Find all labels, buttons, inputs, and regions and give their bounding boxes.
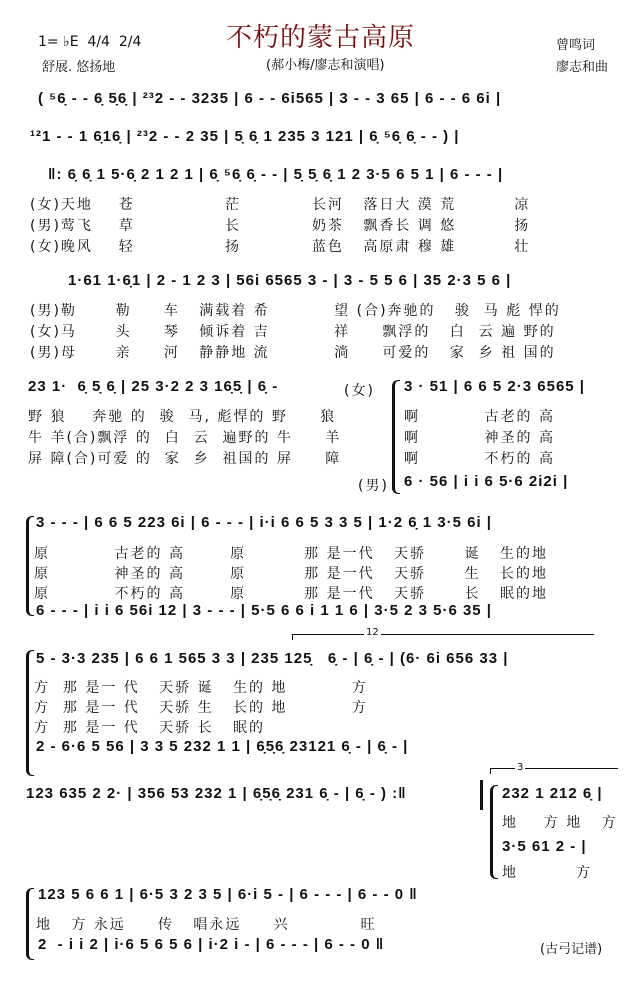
lyric-line: (男)勒 勒 车 满载着 希 望 (合)奔驰的 骏 马 彪 悍的 [30,303,561,319]
score-row-duet-female-1: 3 · 51 | 6 6 5 2·3 6565 | [404,378,585,395]
lyric-line: 牛 羊(合)飘浮 的 白 云 遍野的 牛 羊 [28,430,342,446]
duet-brace [26,516,34,616]
score-row-duet-female-3: 5 - 3·3 235 | 6 6 1 565 3 3 | 235 125̣ 6̣ - | 6̣ - | (6· 6i 656 33 | [36,650,509,667]
transcriber-note: (古弓记谱) [540,942,603,957]
lyric-line: 原 神圣的 高 原 那 是一代 天骄 生 长的地 [34,566,549,582]
lyric-line: 屏 障(合)可爱 的 家 乡 祖国的 屏 障 [28,451,342,467]
score-row-verse-2: 1·61 1·6̣1 | 2 - 1 2 3 | 56i 6565 3 - | 3 - 5 5 6 | 35 2·3 5 6 | [68,272,512,289]
lyric-line: (女)马 头 琴 倾诉着 吉 祥 飘浮的 白 云 遍 野的 [30,324,556,340]
lyric-line: (男)母 亲 河 静静地 流 淌 可爱的 家 乡 祖 国的 [30,345,556,361]
lyric-line: 啊 古老的 高 [404,409,555,425]
volta-tick [292,634,293,640]
lyricist-credit: 曾鸣词 [556,38,596,53]
volta-bracket [490,768,618,769]
score-row-ending-male: 3·5 61 2 - | [502,838,587,855]
lyric-line: 方 那 是一 代 天骄 长 眠的 [34,720,265,736]
lyric-line: 啊 不朽的 高 [404,451,555,467]
lyric-line: 方 那 是一 代 天骄 诞 生的 地 方 [34,680,368,696]
voice-label-male: (男) [358,478,389,494]
key-signature: 1= ♭E 4/4 2/4 [38,34,142,50]
score-row-intro-1: ( ⁵6̣ - - 6̣ 5̣6̣ | ²³2 - - 3235 | 6 - - 6i565 | 3 - - 3 65 | 6 - - 6 6i | [38,90,502,107]
duet-brace [392,380,400,494]
score-row-intro-2: ¹²1 - - 1 6̣16̣ | ²³2 - - 2 35 | 5̣ 6̣ 1 235 3 121 | 6̣ ⁵6̣ 6̣ - - ) | [30,128,460,145]
volta-tick [490,768,491,774]
lyric-line: (男)莺飞 草 长 奶茶 飘香长 调 悠 扬 [30,218,531,234]
lyric-line: 地 方 永远 传 唱永远 兴 旺 [36,917,377,933]
song-title: 不朽的蒙古高原 [226,23,416,53]
volta-bracket [292,634,594,635]
lyric-line: (女)天地 苍 茫 长河 落日大 漠 荒 凉 [30,197,531,213]
score-row-verse-3: 23 1· 6̣ 5̣ 6̣ | 25 3·2 2 3 16̣5̣ | 6̣ - [28,378,279,395]
score-row-duet-male-3: 2 - 6·6 5 56 | 3 3 5 232 1 1 | 6̣5̣6̣ 23121 6̣ - | 6̣ - | [36,738,409,755]
score-row-duet-male-2: 6 - - - | i i 6 56i 12 | 3 - - - | 5·5 6 6 i 1 1 6 | 3·5 2 3 5·6 35 | [36,602,492,619]
composer-credit: 廖志和曲 [556,60,609,75]
lyric-line: 地 方 地 方 [502,815,618,831]
score-row-ending-female: 232 1 212 6̣ | [502,785,603,802]
duet-brace [26,650,34,776]
score-row-duet-female-2: 3 - - - | 6 6 5 223 6i | 6 - - - | i·i 6 6 5 3 3 5 | 1·2 6̣ 1 3·5 6i | [36,514,492,531]
repeat-barline [480,780,483,810]
score-row-verse-1: ‖: 6̣ 6̣ 1 5·6̣ 2 1 2 1 | 6̣ ⁵6̣ 6̣ - - | 5̣ 5̣ 6̣ 1 2 3·5 6 5 1 | 6 - - - | [48,166,504,183]
duet-brace [490,785,498,879]
score-row-interlude: 123 635 2 2· | 356 53 232 1 | 6̣5̣6̣ 231 6̣ - | 6̣ - ) :‖ [26,785,407,802]
lyric-line: 原 不朽的 高 原 那 是一代 天骄 长 眠的地 [34,586,549,602]
lyric-line: 方 那 是一 代 天骄 生 长的 地 方 [34,700,368,716]
score-row-coda-male: 2 - i i 2 | i·6 5 6 5 6 | i·2 i - | 6 - - - | 6 - - 0 ‖ [38,936,385,953]
score-row-coda-female: 123 5 6 6 1 | 6·5 3 2 3 5 | 6·i 5 - | 6 - - - | 6 - - 0 ‖ [38,886,418,903]
score-row-duet-male-1: 6 · 56 | i i 6 5·6 2i2i | [404,473,569,490]
lyric-line: 野 狼 奔驰 的 骏 马, 彪悍的 野 狼 [28,409,337,425]
volta-label: 3 [517,762,524,773]
lyric-line: 地 方 [502,865,593,881]
lyric-line: (女)晚风 轻 扬 蓝色 高原肃 穆 雄 壮 [30,239,531,255]
voice-label-female: (女) [344,383,375,399]
lyric-line: 原 古老的 高 原 那 是一代 天骄 诞 生的地 [34,546,549,562]
performers: (郝小梅/廖志和演唱) [266,58,385,73]
volta-label: 12 [366,627,379,638]
duet-brace [26,888,34,960]
tempo-marking: 舒展. 悠扬地 [42,60,116,75]
lyric-line: 啊 神圣的 高 [404,430,555,446]
